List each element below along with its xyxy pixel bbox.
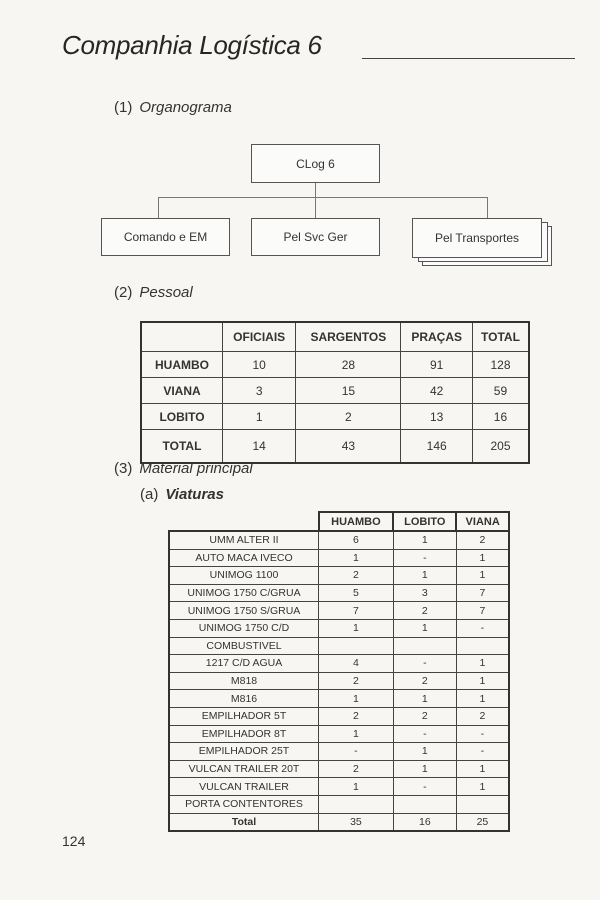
row-label: UMM ALTER II (169, 531, 319, 549)
section-number: (1) (114, 99, 133, 116)
org-connector (158, 197, 159, 218)
table-cell: 1 (456, 760, 509, 778)
page-title: Companhia Logística 6 (62, 30, 322, 60)
table-row (169, 584, 509, 602)
table-cell: 1 (223, 404, 296, 430)
table-cell: 2 (319, 760, 394, 778)
row-label: M818 (169, 672, 319, 690)
row-label: UNIMOG 1750 S/GRUA (169, 602, 319, 620)
table-row (169, 725, 509, 743)
table-cell: 128 (472, 352, 529, 378)
viaturas-table (168, 511, 510, 832)
table-cell: 1 (456, 672, 509, 690)
table-row (169, 549, 509, 567)
table-cell: - (456, 619, 509, 637)
table-cell: 1 (456, 690, 509, 708)
row-label: EMPILHADOR 5T (169, 707, 319, 725)
table-header-row (169, 512, 509, 531)
table-row (169, 602, 509, 620)
table-cell: 3 (223, 378, 296, 404)
table-row (169, 760, 509, 778)
table-row (169, 690, 509, 708)
table-cell: 1 (456, 549, 509, 567)
header-cell: PRAÇAS (401, 322, 473, 352)
header-cell: TOTAL (472, 322, 529, 352)
table-cell: 42 (401, 378, 473, 404)
org-box-comando: Comando e EM (101, 218, 230, 256)
table-cell: 1 (393, 743, 456, 761)
table-cell: - (393, 655, 456, 673)
header-cell: OFICIAIS (223, 322, 296, 352)
table-cell: 4 (319, 655, 394, 673)
row-label: LOBITO (141, 404, 223, 430)
table-cell (456, 795, 509, 813)
header-cell (141, 322, 223, 352)
table-row (169, 795, 509, 813)
table-cell: 2 (393, 672, 456, 690)
header-cell (169, 512, 319, 531)
table-cell: 205 (472, 430, 529, 464)
table-cell: 7 (319, 602, 394, 620)
org-box-pel-transportes: Pel Transportes (412, 218, 542, 258)
table-row (141, 352, 529, 378)
table-cell: 1 (319, 690, 394, 708)
org-root-box: CLog 6 (251, 144, 380, 183)
header-cell: HUAMBO (319, 512, 394, 531)
row-label: EMPILHADOR 8T (169, 725, 319, 743)
table-cell: 1 (393, 567, 456, 585)
table-row (169, 619, 509, 637)
table-cell: 2 (456, 707, 509, 725)
section-pessoal (114, 284, 193, 301)
section-label: Material principal (139, 460, 253, 477)
org-box-pel-svc-ger: Pel Svc Ger (251, 218, 380, 256)
table-cell: 43 (296, 430, 401, 464)
table-cell: 6 (319, 531, 394, 549)
table-cell: 1 (393, 690, 456, 708)
pessoal-table (140, 321, 530, 464)
table-header-row (141, 322, 529, 352)
table-row (169, 707, 509, 725)
row-label: UNIMOG 1100 (169, 567, 319, 585)
table-row (169, 743, 509, 761)
table-cell: - (393, 725, 456, 743)
table-cell: - (456, 725, 509, 743)
table-row (141, 404, 529, 430)
row-label: VIANA (141, 378, 223, 404)
table-cell (319, 637, 394, 655)
table-cell: 1 (456, 567, 509, 585)
section-number: (a) (140, 486, 159, 503)
section-label: Pessoal (139, 284, 193, 301)
org-connector (158, 197, 488, 198)
table-row (169, 637, 509, 655)
table-cell (319, 795, 394, 813)
table-row (141, 430, 529, 464)
table-row (169, 531, 509, 549)
table-cell (393, 637, 456, 655)
table-cell: 1 (393, 760, 456, 778)
row-label: VULCAN TRAILER 20T (169, 760, 319, 778)
row-label: PORTA CONTENTORES (169, 795, 319, 813)
table-cell: 3 (393, 584, 456, 602)
header-cell: LOBITO (393, 512, 456, 531)
table-cell: 2 (456, 531, 509, 549)
section-label: Organograma (139, 99, 232, 116)
table-cell: 10 (223, 352, 296, 378)
table-cell: 1 (319, 725, 394, 743)
table-cell (393, 795, 456, 813)
table-cell: 28 (296, 352, 401, 378)
org-connector (315, 197, 316, 218)
table-cell: 2 (319, 672, 394, 690)
table-cell: 1 (319, 778, 394, 796)
row-label: M816 (169, 690, 319, 708)
org-connector (315, 183, 316, 197)
row-label: Total (169, 813, 319, 831)
section-label: Viaturas (165, 486, 224, 503)
table-cell: 13 (401, 404, 473, 430)
row-label: 1217 C/D AGUA (169, 655, 319, 673)
row-label: AUTO MACA IVECO (169, 549, 319, 567)
table-row (169, 655, 509, 673)
row-label: UNIMOG 1750 C/D (169, 619, 319, 637)
table-cell: 16 (472, 404, 529, 430)
table-row (169, 813, 509, 831)
table-cell: - (456, 743, 509, 761)
table-cell: 1 (393, 531, 456, 549)
table-cell: 91 (401, 352, 473, 378)
table-cell: 59 (472, 378, 529, 404)
table-cell: - (393, 549, 456, 567)
table-row (141, 378, 529, 404)
org-connector (487, 197, 488, 218)
row-label: EMPILHADOR 25T (169, 743, 319, 761)
section-organograma (114, 99, 232, 116)
row-label: HUAMBO (141, 352, 223, 378)
table-cell: 146 (401, 430, 473, 464)
section-viaturas (140, 486, 224, 503)
table-cell: 1 (319, 619, 394, 637)
table-row (169, 567, 509, 585)
row-label: VULCAN TRAILER (169, 778, 319, 796)
table-cell: 5 (319, 584, 394, 602)
table-cell: 2 (296, 404, 401, 430)
table-cell: - (319, 743, 394, 761)
table-cell: - (393, 778, 456, 796)
table-cell: 7 (456, 602, 509, 620)
table-cell: 25 (456, 813, 509, 831)
table-cell: 15 (296, 378, 401, 404)
table-cell: 1 (319, 549, 394, 567)
header-cell: SARGENTOS (296, 322, 401, 352)
table-cell: 7 (456, 584, 509, 602)
row-label: COMBUSTIVEL (169, 637, 319, 655)
table-cell: 2 (319, 707, 394, 725)
table-cell: 1 (456, 778, 509, 796)
table-cell: 35 (319, 813, 394, 831)
row-label: TOTAL (141, 430, 223, 464)
section-number: (3) (114, 460, 133, 477)
table-cell: 14 (223, 430, 296, 464)
table-cell: 1 (393, 619, 456, 637)
section-material (114, 460, 253, 477)
page-number: 124 (62, 833, 86, 849)
section-number: (2) (114, 284, 133, 301)
table-cell: 16 (393, 813, 456, 831)
table-cell: 2 (319, 567, 394, 585)
table-cell: 2 (393, 707, 456, 725)
header-cell: VIANA (456, 512, 509, 531)
table-cell (456, 637, 509, 655)
row-label: UNIMOG 1750 C/GRUA (169, 584, 319, 602)
table-cell: 1 (456, 655, 509, 673)
table-row (169, 778, 509, 796)
title-rule (362, 58, 575, 59)
table-row (169, 672, 509, 690)
table-cell: 2 (393, 602, 456, 620)
